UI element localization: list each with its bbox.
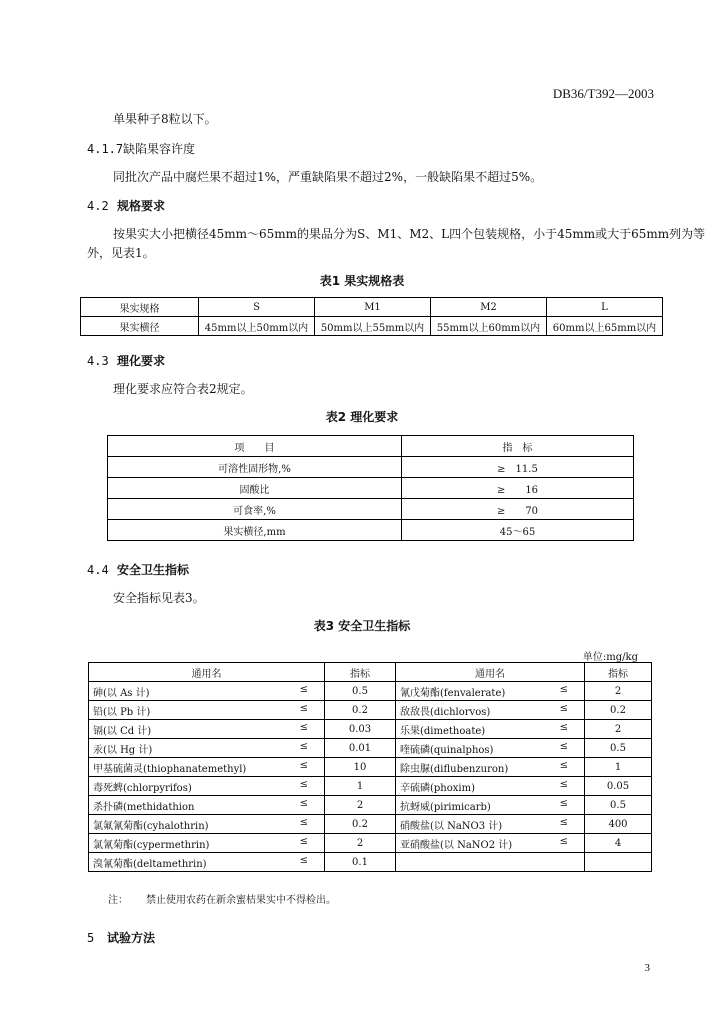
- table-cell: 固酸比: [108, 478, 402, 499]
- table-row: [89, 853, 652, 872]
- substance-name: 氰戊菊酯(fenvalerate): [400, 687, 506, 699]
- name-condition-wrap: [400, 760, 580, 775]
- table-row: [108, 478, 634, 499]
- section-number: 4.2: [87, 199, 109, 213]
- substance-name: 氯氟氰菊酯(cyhalothrin): [93, 820, 209, 832]
- name-condition-wrap: [93, 798, 320, 813]
- comparison-operator: ≤: [299, 778, 308, 790]
- limit-value: 0.5: [325, 682, 396, 701]
- name-condition-wrap: [400, 836, 580, 851]
- table-row: [108, 457, 634, 478]
- page-number: 3: [644, 962, 650, 974]
- table-cell: ≥ 11.5: [402, 457, 634, 478]
- table-row: [89, 758, 652, 777]
- comparison-operator: ≤: [559, 816, 568, 828]
- name-condition-wrap: [400, 798, 580, 813]
- table-cell: [396, 777, 585, 796]
- table-row: [89, 815, 652, 834]
- comparison-operator: ≤: [299, 816, 308, 828]
- table-header-cell: M1: [315, 298, 431, 317]
- name-condition-wrap: [400, 684, 580, 699]
- name-condition-wrap: [93, 836, 320, 851]
- safety-table: [88, 662, 652, 872]
- table-cell: [396, 796, 585, 815]
- substance-name: 铅(以 Pb 计): [93, 706, 151, 718]
- table-header-cell: 指 标: [402, 436, 634, 457]
- limit-value: 1: [325, 777, 396, 796]
- substance-name: 除虫脲(diflubenzuron): [400, 763, 509, 775]
- table-row: [89, 720, 652, 739]
- table-header-cell: L: [547, 298, 663, 317]
- limit-value: 2: [585, 720, 652, 739]
- section-number: 4.4: [87, 563, 109, 577]
- section-title: 缺陷果容许度: [123, 142, 196, 156]
- table-cell: [89, 853, 325, 872]
- substance-name: 辛硫磷(phoxim): [400, 782, 475, 794]
- comparison-operator: ≤: [299, 835, 308, 847]
- name-condition-wrap: [93, 703, 320, 718]
- section-4-4-heading: [87, 561, 189, 578]
- table-row: [108, 499, 634, 520]
- comparison-operator: ≤: [559, 778, 568, 790]
- name-condition-wrap: [93, 741, 320, 756]
- comparison-operator: ≤: [559, 835, 568, 847]
- seed-paragraph: 单果种子8粒以下。: [113, 112, 217, 126]
- name-condition-wrap: [400, 722, 580, 737]
- limit-value: 4: [585, 834, 652, 853]
- unit-label: 单位:mg/kg: [582, 652, 638, 663]
- comparison-operator: ≤: [299, 702, 308, 714]
- table-cell: [396, 853, 585, 872]
- defect-tolerance-paragraph: 同批次产品中腐烂果不超过1%，严重缺陷果不超过2%，一般缺陷果不超过5%。: [113, 170, 543, 184]
- name-condition-wrap: [93, 779, 320, 794]
- limit-value: 0.1: [325, 853, 396, 872]
- name-condition-wrap: [93, 855, 320, 870]
- table-header-cell: 通用名: [89, 663, 325, 682]
- comparison-operator: ≤: [299, 797, 308, 809]
- table-header-cell: S: [199, 298, 315, 317]
- substance-name: 亚硝酸盐(以 NaNO2 计): [400, 839, 513, 851]
- table-header-row: [108, 436, 634, 457]
- section-4-2-heading: [87, 197, 165, 214]
- section-number: 4.1.7: [87, 142, 124, 156]
- name-condition-wrap: [93, 722, 320, 737]
- comparison-operator: ≤: [299, 721, 308, 733]
- section-title: 安全卫生指标: [117, 563, 190, 577]
- limit-value: 0.05: [585, 777, 652, 796]
- limit-value: 0.5: [585, 739, 652, 758]
- table-cell: [396, 701, 585, 720]
- table-header-row: [89, 663, 652, 682]
- section-number: 5: [87, 931, 95, 945]
- substance-name: 镉(以 Cd 计): [93, 725, 152, 737]
- table-row: [89, 739, 652, 758]
- name-condition-wrap: [93, 684, 320, 699]
- table-header-cell: 指标: [325, 663, 396, 682]
- substance-name: 杀扑磷(methidathion: [93, 801, 195, 813]
- substance-name: 硝酸盐(以 NaNO3 计): [400, 820, 503, 832]
- section-title: 规格要求: [117, 199, 166, 213]
- limit-value: 0.2: [325, 815, 396, 834]
- safety-paragraph: 安全指标见表3。: [113, 591, 205, 605]
- comparison-operator: ≤: [559, 683, 568, 695]
- table1-title: 表1 果实规格表: [319, 274, 405, 288]
- spec-paragraph-line1: 按果实大小把横径45mm～65mm的果品分为S、M1、M2、L四个包装规格，小于45mm或大于65mm列为等: [113, 227, 706, 241]
- comparison-operator: ≤: [559, 797, 568, 809]
- limit-value: 1: [585, 758, 652, 777]
- table-cell: 果实横径,mm: [108, 520, 402, 541]
- comparison-operator: ≤: [559, 702, 568, 714]
- table-cell: [89, 777, 325, 796]
- name-condition-wrap: [400, 741, 580, 756]
- substance-name: 汞(以 Hg 计): [93, 744, 153, 756]
- limit-value: 0.2: [585, 701, 652, 720]
- table-row: [81, 317, 663, 336]
- table-row: [89, 682, 652, 701]
- substance-name: 敌敌畏(dichlorvos): [400, 706, 491, 718]
- name-condition-wrap: [93, 760, 320, 775]
- substance-name: 喹硫磷(quinalphos): [400, 744, 494, 756]
- comparison-operator: ≤: [559, 721, 568, 733]
- section-4-1-7-heading: [87, 140, 195, 157]
- table-row: [108, 520, 634, 541]
- fruit-spec-table: [80, 297, 663, 336]
- limit-value: 2: [325, 834, 396, 853]
- table-cell: ≥ 16: [402, 478, 634, 499]
- table-cell: [396, 834, 585, 853]
- safety-table-body: [89, 682, 652, 872]
- physchem-table: [107, 435, 634, 541]
- table-cell: 可食率,%: [108, 499, 402, 520]
- substance-name: 甲基硫菌灵(thiophanatemethyl): [93, 763, 247, 775]
- table-header-cell: 通用名: [396, 663, 585, 682]
- table-cell: 55mm以上60mm以内: [431, 317, 547, 336]
- table-cell: [89, 815, 325, 834]
- table-cell: [89, 796, 325, 815]
- limit-value: 0.01: [325, 739, 396, 758]
- table-cell: 45～65: [402, 520, 634, 541]
- substance-name: 毒死蜱(chlorpyrifos): [93, 782, 192, 794]
- table-header-row: [81, 298, 663, 317]
- substance-name: 氯氰菊酯(cypermethrin): [93, 839, 210, 851]
- section-title: 试验方法: [107, 931, 156, 945]
- comparison-operator: ≤: [299, 683, 308, 695]
- table-cell: [396, 758, 585, 777]
- comparison-operator: ≤: [299, 854, 308, 866]
- table-cell: 果实横径: [81, 317, 199, 336]
- limit-value: [585, 853, 652, 872]
- table-cell: [396, 682, 585, 701]
- table-header-cell: 指标: [585, 663, 652, 682]
- limit-value: 0.03: [325, 720, 396, 739]
- limit-value: 0.2: [325, 701, 396, 720]
- table-cell: [89, 701, 325, 720]
- table-cell: [89, 720, 325, 739]
- name-condition-wrap: [400, 817, 580, 832]
- limit-value: 10: [325, 758, 396, 777]
- name-condition-wrap: [400, 779, 580, 794]
- table-row: [89, 834, 652, 853]
- document-code: DB36/T392—2003: [552, 86, 654, 101]
- substance-name: 抗蚜威(pirimicarb): [400, 801, 491, 813]
- spec-paragraph-line2: 外，见表1。: [87, 246, 155, 260]
- table-header-cell: 项 目: [108, 436, 402, 457]
- table-cell: [89, 758, 325, 777]
- name-condition-wrap: [93, 817, 320, 832]
- table-header-cell: M2: [431, 298, 547, 317]
- limit-value: 400: [585, 815, 652, 834]
- limit-value: 0.5: [585, 796, 652, 815]
- table-cell: [89, 834, 325, 853]
- physchem-paragraph: 理化要求应符合表2规定。: [113, 382, 253, 396]
- table-cell: [396, 739, 585, 758]
- substance-name: 溴氰菊酯(deltamethrin): [93, 858, 207, 870]
- table-cell: ≥ 70: [402, 499, 634, 520]
- table-note: [108, 891, 336, 906]
- table-header-cell: 果实规格: [81, 298, 199, 317]
- comparison-operator: ≤: [299, 740, 308, 752]
- table-row: [89, 796, 652, 815]
- substance-name: 乐果(dimethoate): [400, 725, 486, 737]
- section-5-heading: [87, 929, 155, 946]
- table-cell: [89, 682, 325, 701]
- table-row: [89, 777, 652, 796]
- table-cell: 45mm以上50mm以内: [199, 317, 315, 336]
- table-cell: [396, 720, 585, 739]
- section-title: 理化要求: [117, 354, 166, 368]
- table3-title: 表3 安全卫生指标: [313, 619, 411, 633]
- note-text: 禁止使用农药在新余蜜桔果实中不得检出。: [146, 895, 336, 906]
- limit-value: 2: [325, 796, 396, 815]
- comparison-operator: ≤: [559, 740, 568, 752]
- table-cell: [396, 815, 585, 834]
- comparison-operator: ≤: [299, 759, 308, 771]
- comparison-operator: ≤: [559, 759, 568, 771]
- table2-title: 表2 理化要求: [325, 410, 399, 424]
- section-number: 4.3: [87, 354, 109, 368]
- name-condition-wrap: [400, 703, 580, 718]
- table-cell: 50mm以上55mm以内: [315, 317, 431, 336]
- section-4-3-heading: [87, 352, 165, 369]
- note-label: 注：: [108, 895, 128, 906]
- substance-name: 砷(以 As 计): [93, 687, 150, 699]
- table-cell: 60mm以上65mm以内: [547, 317, 663, 336]
- limit-value: 2: [585, 682, 652, 701]
- table-cell: 可溶性固形物,%: [108, 457, 402, 478]
- table-row: [89, 701, 652, 720]
- table-cell: [89, 739, 325, 758]
